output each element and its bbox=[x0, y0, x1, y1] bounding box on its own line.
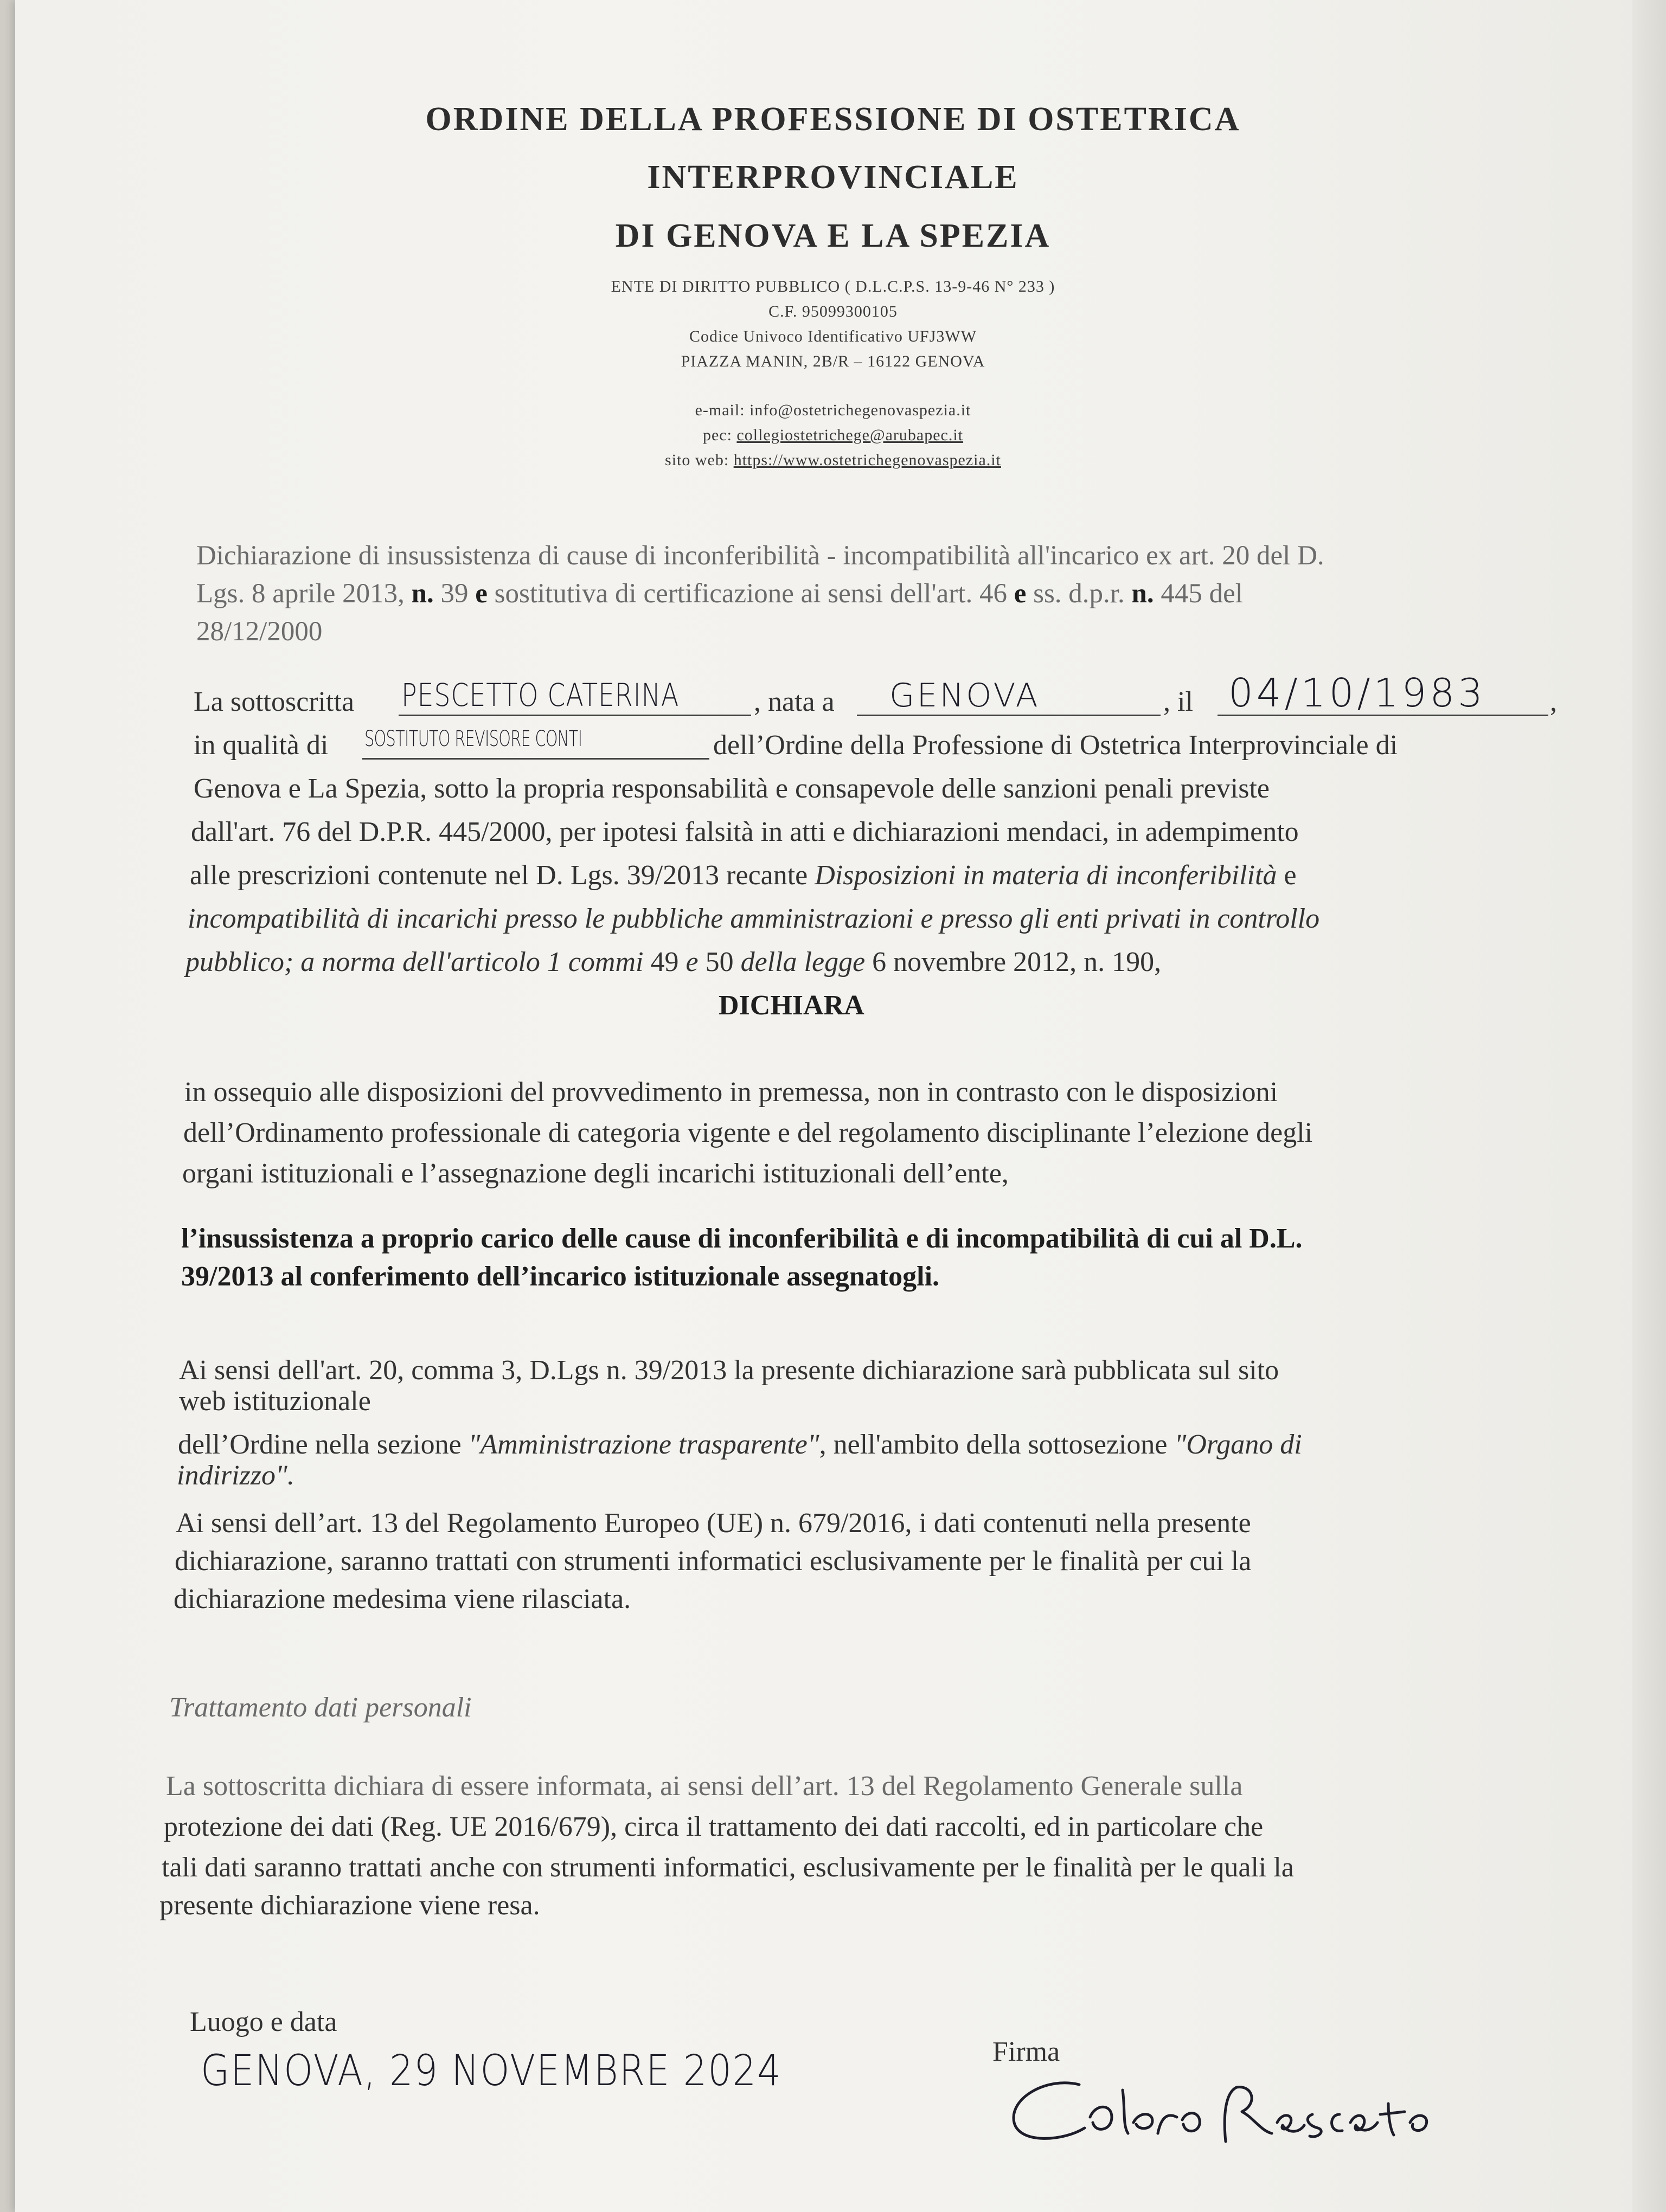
nata-label: , nata a bbox=[754, 686, 835, 717]
subject-line1: Dichiarazione di insussistenza di cause di inconferibilità - incompatibilità all'incarico ex art. 20 del D. bbox=[196, 541, 1324, 571]
qualita-rest: dell’Ordine della Professione di Ostetrica Interprovinciale di bbox=[713, 730, 1398, 761]
name-field-value[interactable]: PESCETTO CATERINA bbox=[401, 677, 680, 713]
header-title-line1: ORDINE DELLA PROFESSIONE DI OSTETRICA bbox=[425, 101, 1241, 138]
comma: , bbox=[1550, 686, 1557, 717]
premise-line6: incompatibilità di incarichi presso le pubbliche amministrazioni e presso gli enti privati in controllo bbox=[188, 903, 1320, 934]
birthplace-field-value[interactable]: GENOVA bbox=[889, 677, 1040, 715]
dichiara-heading: DICHIARA bbox=[719, 990, 864, 1021]
il-label: , il bbox=[1163, 686, 1193, 717]
firma-label: Firma bbox=[992, 2036, 1060, 2067]
body3-line3: dell’Ordine nella sezione "Amministrazione trasparente", nell'ambito della sottosezione "Organo di bbox=[178, 1429, 1302, 1460]
premise-line3: Genova e La Spezia, sotto la propria responsabilità e consapevole delle sanzioni penali previste bbox=[194, 773, 1270, 804]
luogo-value[interactable]: GENOVA, 29 NOVEMBRE 2024 bbox=[201, 2047, 782, 2095]
body3-line6: dichiarazione, saranno trattati con strumenti informatici esclusivamente per le finalità per cui la bbox=[175, 1546, 1252, 1577]
body1-line1: in ossequio alle disposizioni del provvedimento in premessa, non in contrasto con le disposizioni bbox=[184, 1077, 1278, 1108]
privacy-line1: La sottoscritta dichiara di essere informata, ai sensi dell’art. 13 del Regolamento Generale sulla bbox=[166, 1771, 1243, 1802]
header-codice: Codice Univoco Identificativo UFJ3WW bbox=[689, 327, 977, 345]
birthdate-field-value[interactable]: 04/10/1983 bbox=[1228, 670, 1486, 716]
web-link[interactable]: https://www.ostetrichegenovaspezia.it bbox=[733, 451, 1001, 469]
premise-line4: dall'art. 76 del D.P.R. 445/2000, per ipotesi falsità in atti e dichiarazioni mendaci, in adempimento bbox=[191, 816, 1299, 847]
header-title-line3: DI GENOVA E LA SPEZIA bbox=[615, 217, 1051, 254]
pec-link[interactable]: collegiostetrichege@arubapec.it bbox=[736, 426, 964, 444]
body3-line5: Ai sensi dell’art. 13 del Regolamento Europeo (UE) n. 679/2016, i dati contenuti nella presente bbox=[176, 1508, 1251, 1539]
premise-line5: alle prescrizioni contenute nel D. Lgs. 39/2013 recante Disposizioni in materia di inconferibilità e bbox=[190, 860, 1297, 891]
header-pec: pec: collegiostetrichege@arubapec.it bbox=[702, 426, 964, 444]
header-address: PIAZZA MANIN, 2B/R – 16122 GENOVA bbox=[681, 352, 985, 370]
body1-line3: organi istituzionali e l’assegnazione degli incarichi istituzionali dell’ente, bbox=[182, 1158, 1009, 1189]
privacy-line3: tali dati saranno trattati anche con strumenti informatici, esclusivamente per le finalità per le quali la bbox=[162, 1852, 1294, 1883]
header-web: sito web: https://www.ostetrichegenovaspezia.it bbox=[665, 451, 1001, 469]
qualita-label: in qualità di bbox=[194, 730, 329, 761]
body1-line2: dell’Ordinamento professionale di categoria vigente e del regolamento disciplinante l’elezione degli bbox=[183, 1117, 1313, 1148]
body3-line4: indirizzo". bbox=[177, 1460, 294, 1491]
body3-line2: web istituzionale bbox=[179, 1386, 371, 1417]
body2-line2: 39/2013 al conferimento dell’incarico istituzionale assegnatogli. bbox=[181, 1261, 940, 1292]
role-field-value[interactable]: SOSTITUTO REVISORE CONTI bbox=[364, 726, 582, 751]
premise-line7: pubblico; a norma dell'articolo 1 commi 49 e 50 della legge 6 novembre 2012, n. 190, bbox=[185, 947, 1162, 978]
privacy-line2: protezione dei dati (Reg. UE 2016/679), circa il trattamento dei dati raccolti, ed in particolare che bbox=[164, 1811, 1264, 1842]
header-title-line2: INTERPROVINCIALE bbox=[647, 159, 1019, 196]
body3-line7: dichiarazione medesima viene rilasciata. bbox=[174, 1584, 631, 1615]
luogo-label: Luogo e data bbox=[190, 2007, 337, 2037]
body2-line1: l’insussistenza a proprio carico delle cause di inconferibilità e di incompatibilità di cui al D.L. bbox=[181, 1223, 1303, 1254]
body3-line1: Ai sensi dell'art. 20, comma 3, D.Lgs n. 39/2013 la presente dichiarazione sarà pubblicata sul sito bbox=[179, 1355, 1279, 1386]
email-link[interactable]: info@ostetrichegenovaspezia.it bbox=[749, 401, 971, 419]
header-ente: ENTE DI DIRITTO PUBBLICO ( D.L.C.P.S. 13-9-46 N° 233 ) bbox=[611, 278, 1055, 295]
subject-line3: 28/12/2000 bbox=[196, 616, 323, 647]
header-email: e-mail: info@ostetrichegenovaspezia.it bbox=[695, 401, 971, 419]
subject-line2: Lgs. 8 aprile 2013, n. 39 e sostitutiva di certificazione ai sensi dell'art. 46 e ss. d.p.r. n. 445 del bbox=[196, 578, 1243, 609]
header-cf: C.F. 95099300105 bbox=[768, 303, 898, 320]
privacy-line4: presente dichiarazione viene resa. bbox=[159, 1890, 540, 1921]
sottoscritta-label: La sottoscritta bbox=[194, 686, 355, 717]
privacy-title: Trattamento dati personali bbox=[169, 1692, 472, 1723]
